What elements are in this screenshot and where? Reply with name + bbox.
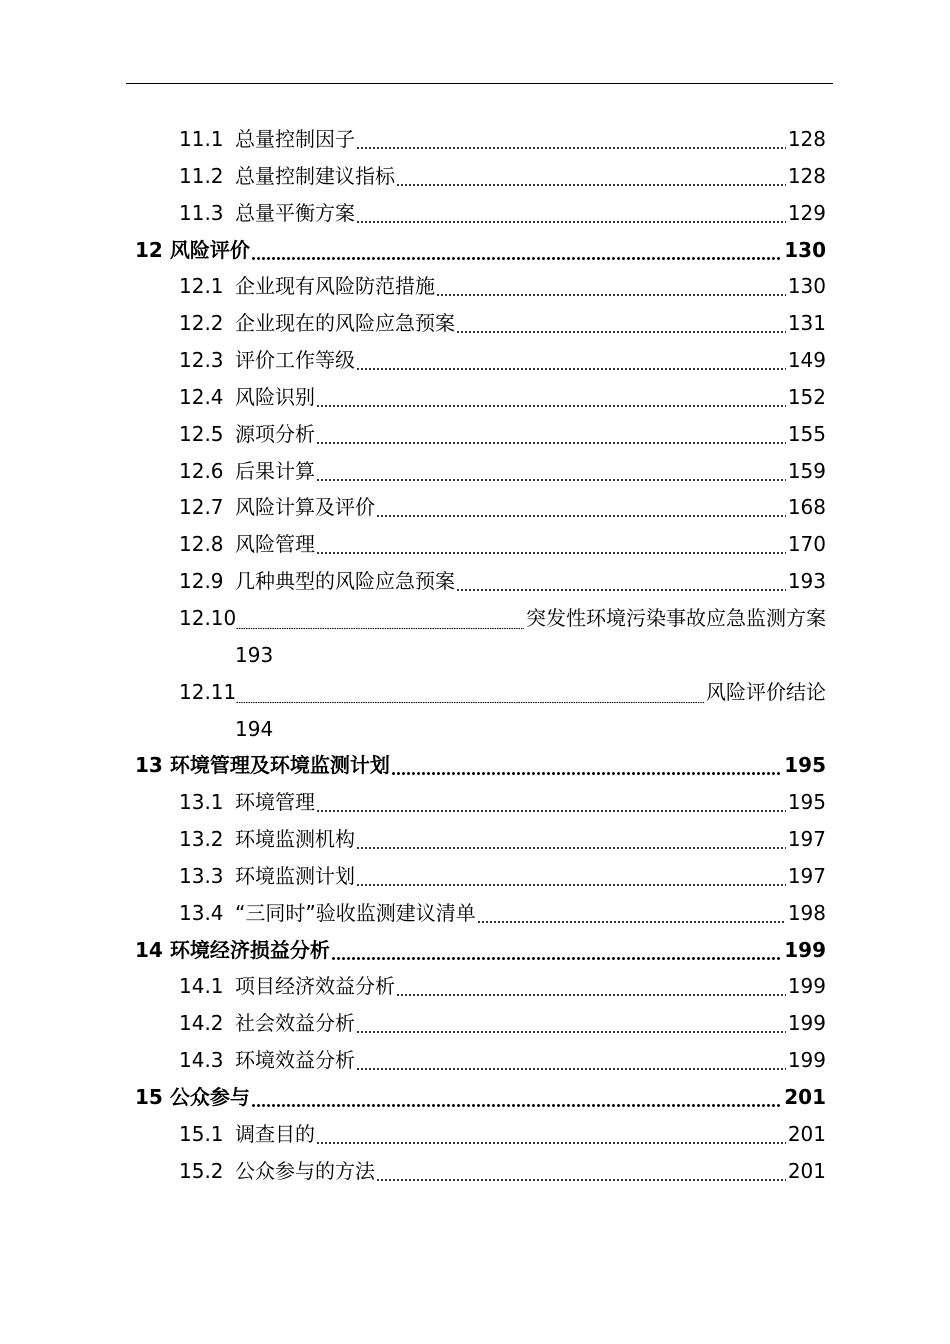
toc-chapter-number: 15 (135, 1084, 163, 1109)
toc-chapter-page: 201 (784, 1084, 826, 1109)
toc-entry-title: 环境监测机构 (235, 827, 355, 852)
dot-leader (376, 489, 786, 526)
toc-entry-page: 128 (787, 127, 826, 151)
toc-entry-15-2[interactable] (0, 1153, 950, 1190)
toc-entry-title: 总量平衡方案 (235, 200, 355, 225)
toc-chapter-title: 环境经济损益分析 (169, 937, 330, 962)
dot-leader (356, 1005, 786, 1042)
toc-entry-title: 环境效益分析 (235, 1048, 355, 1073)
toc-entry-title: 企业现有风险防范措施 (235, 274, 435, 299)
toc-entry-14-1[interactable] (0, 968, 950, 1005)
toc-entry-page: 170 (787, 532, 826, 557)
toc-chapter-12[interactable] (0, 232, 950, 269)
toc-chapter-page: 195 (784, 753, 826, 778)
toc-chapter-page: 130 (784, 237, 826, 262)
toc-entry-page: 193 (787, 569, 826, 594)
toc-entry-page: 198 (787, 900, 826, 925)
toc-entry-number: 11.1 (179, 127, 224, 151)
toc-entry-number: 12.9 (179, 569, 224, 594)
toc-entry-number: 13.4 (179, 900, 224, 925)
toc-entry-11-2[interactable] (0, 158, 950, 195)
toc-chapter-title: 公众参与 (169, 1084, 250, 1109)
toc-entry-number: 12.4 (179, 384, 224, 409)
toc-entry-page: 199 (787, 974, 826, 999)
toc-entry-13-3[interactable] (0, 858, 950, 895)
toc-entry-page: 201 (787, 1121, 826, 1146)
toc-entry-title: 突发性环境污染事故应急监测方案 (526, 605, 826, 630)
toc-entry-12-10-page[interactable]: 193 (235, 642, 274, 667)
toc-entry-title: 企业现在的风险应急预案 (235, 311, 455, 336)
dot-leader (251, 232, 782, 269)
toc-entry-13-4[interactable] (0, 895, 950, 932)
dot-leader (356, 195, 786, 232)
toc-entry-title: 调查目的 (235, 1121, 315, 1146)
toc-entry-12-4[interactable] (0, 379, 950, 416)
toc-entry-12-5[interactable] (0, 416, 950, 453)
toc-entry-number: 12.5 (179, 421, 224, 446)
toc-entry-title: 风险计算及评价 (235, 495, 375, 520)
toc-entry-number: 12.11 (179, 679, 237, 704)
toc-entry-page: 149 (787, 348, 826, 373)
toc-entry-number: 15.2 (179, 1158, 224, 1183)
dot-leader (316, 416, 786, 453)
toc-entry-11-1[interactable] (0, 121, 950, 158)
toc-entry-12-8[interactable] (0, 526, 950, 563)
dot-leader (316, 1116, 786, 1153)
toc-entry-13-2[interactable] (0, 821, 950, 858)
toc-entry-15-1[interactable] (0, 1116, 950, 1153)
toc-chapter-number: 14 (135, 937, 163, 962)
toc-entry-title: 社会效益分析 (235, 1011, 355, 1036)
toc-chapter-title: 风险评价 (169, 237, 250, 262)
toc-entry-14-2[interactable] (0, 1005, 950, 1042)
toc-entry-12-10[interactable] (0, 600, 950, 637)
dot-leader (331, 932, 782, 969)
toc-entry-page: 131 (787, 311, 826, 336)
toc-entry-page: 168 (787, 495, 826, 520)
toc-entry-number: 13.2 (179, 827, 224, 852)
dot-leader (316, 526, 786, 563)
dot-leader (356, 858, 786, 895)
toc-entry-title: 风险评价结论 (706, 679, 826, 704)
toc-entry-page: 197 (787, 827, 826, 852)
toc-chapter-number: 13 (135, 753, 163, 778)
dot-leader (436, 268, 786, 305)
toc-entry-title: 总量控制因子 (235, 127, 355, 151)
toc-entry-page: 197 (787, 863, 826, 888)
toc-entry-page: 155 (787, 421, 826, 446)
toc-entry-number: 13.1 (179, 790, 224, 815)
toc-entry-number: 12.6 (179, 458, 224, 483)
toc-entry-page: 129 (787, 200, 826, 225)
toc-chapter-15[interactable] (0, 1079, 950, 1116)
toc-entry-number: 12.7 (179, 495, 224, 520)
toc-entry-title: 源项分析 (235, 421, 315, 446)
dot-leader (376, 1153, 786, 1190)
toc-entry-title: 总量控制建议指标 (235, 163, 395, 188)
dot-leader (316, 784, 786, 821)
toc-entry-number: 11.3 (179, 200, 224, 225)
toc-entry-number: 12.10 (179, 605, 237, 630)
toc-chapter-page: 199 (784, 937, 826, 962)
dot-leader (356, 342, 786, 379)
dot-leader (456, 305, 786, 342)
toc-entry-title: 项目经济效益分析 (235, 974, 395, 999)
dot-leader (396, 968, 786, 1005)
toc-entry-title: 环境监测计划 (235, 863, 355, 888)
toc-entry-number: 11.2 (179, 163, 224, 188)
toc-chapter-title: 环境管理及环境监测计划 (169, 753, 390, 778)
toc-entry-12-1[interactable] (0, 268, 950, 305)
dot-leader (236, 674, 704, 711)
dot-leader (316, 379, 786, 416)
toc-entry-page: 201 (787, 1158, 826, 1183)
toc-chapter-number: 12 (135, 237, 163, 262)
dot-leader (356, 1042, 786, 1079)
dot-leader (356, 121, 786, 158)
toc-entry-12-9[interactable] (0, 563, 950, 600)
dot-leader (477, 895, 786, 932)
toc-entry-number: 15.1 (179, 1121, 224, 1146)
toc-entry-12-2[interactable] (0, 305, 950, 342)
toc-entry-12-7[interactable] (0, 489, 950, 526)
toc-entry-number: 13.3 (179, 863, 224, 888)
dot-leader (456, 563, 786, 600)
toc-entry-title: 公众参与的方法 (235, 1158, 375, 1183)
toc-entry-title: 风险识别 (235, 384, 315, 409)
toc-entry-title: 环境管理 (235, 790, 315, 815)
toc-entry-number: 14.3 (179, 1048, 224, 1073)
toc-entry-number: 12.2 (179, 311, 224, 336)
toc-chapter-14[interactable] (0, 932, 950, 969)
toc-entry-number: 12.8 (179, 532, 224, 557)
toc-entry-page: 199 (787, 1048, 826, 1073)
toc-entry-13-1[interactable] (0, 784, 950, 821)
toc-entry-page: 128 (787, 163, 826, 188)
dot-leader (316, 453, 786, 490)
toc-entry-14-3[interactable] (0, 1042, 950, 1079)
toc-entry-title: 几种典型的风险应急预案 (235, 569, 455, 594)
toc-entry-title: 后果计算 (235, 458, 315, 483)
toc-entry-12-3[interactable] (0, 342, 950, 379)
toc-entry-page: 152 (787, 384, 826, 409)
toc-entry-12-11-page[interactable]: 194 (235, 716, 274, 741)
toc-entry-12-6[interactable] (0, 453, 950, 490)
header-rule (126, 83, 833, 84)
toc-entry-number: 12.3 (179, 348, 224, 373)
toc-entry-page: 195 (787, 790, 826, 815)
toc-entry-number: 12.1 (179, 274, 224, 299)
toc-entry-page: 159 (787, 458, 826, 483)
dot-leader (391, 747, 782, 784)
dot-leader (236, 600, 524, 637)
dot-leader (356, 821, 786, 858)
toc-entry-title: “三同时”验收监测建议清单 (235, 900, 476, 925)
toc-entry-page: 130 (787, 274, 826, 299)
toc-entry-12-11[interactable] (0, 674, 950, 711)
toc-entry-page: 199 (787, 1011, 826, 1036)
dot-leader (251, 1079, 782, 1116)
toc-entry-title: 评价工作等级 (235, 348, 355, 373)
toc-entry-11-3[interactable] (0, 195, 950, 232)
toc-entry-title: 风险管理 (235, 532, 315, 557)
dot-leader (396, 158, 786, 195)
table-of-contents (0, 121, 950, 1189)
toc-entry-number: 14.1 (179, 974, 224, 999)
toc-chapter-13[interactable] (0, 747, 950, 784)
toc-entry-number: 14.2 (179, 1011, 224, 1036)
